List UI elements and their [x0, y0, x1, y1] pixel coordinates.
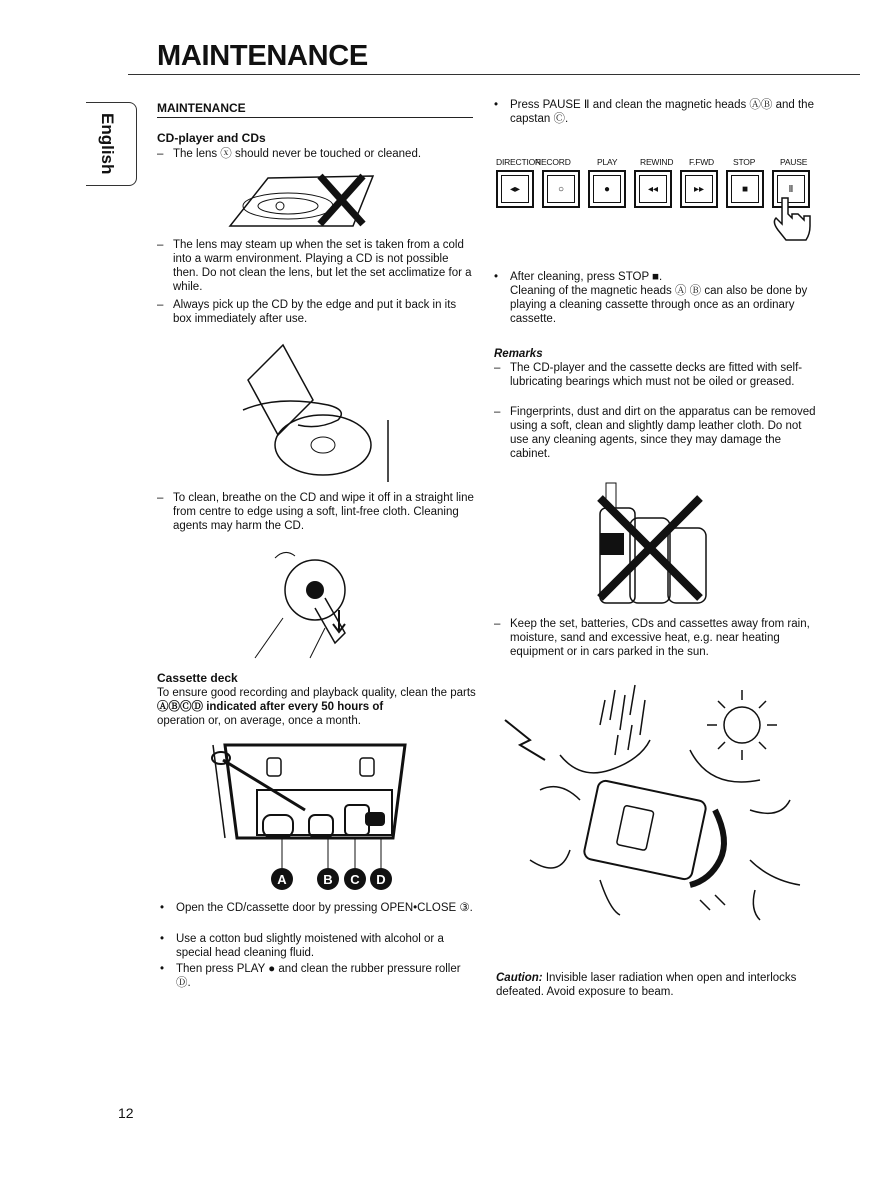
- step-text: After cleaning, press STOP ■.: [510, 271, 663, 283]
- step-text: Press PAUSE Ⅱ and clean the magnetic heads ⒶⒷ and the capstan Ⓒ.: [510, 99, 814, 125]
- pointing-hand-icon: [772, 196, 814, 244]
- language-tab-label-wrap: [93, 105, 123, 181]
- cassette-heading: Cassette deck: [157, 671, 238, 685]
- cassette-deck-illustration: [205, 740, 425, 902]
- bullet-marker: •: [160, 933, 165, 945]
- dash-marker: –: [494, 362, 501, 374]
- cd-item-text: To clean, breathe on the CD and wipe it off in a straight line from centre to edge using a soft, lint-free cloth. Cleaning agents may harm the CD.: [173, 492, 474, 532]
- caution-text: Invisible laser radiation when open and interlocks defeated. Avoid exposure to beam.: [496, 972, 797, 998]
- deck-button-row: [496, 170, 816, 212]
- keep-away-text: Keep the set, batteries, CDs and cassettes away from rain, moisture, sand and excessive heat, e.g. near heating equipment or in cars parked in the sun.: [510, 618, 810, 658]
- direction-icon: ◂▸: [509, 183, 521, 195]
- caution-label: Caution:: [496, 972, 543, 984]
- no-cleaning-agents-illustration: [590, 478, 710, 608]
- rewind-icon: ◂◂: [647, 183, 659, 195]
- cassette-intro-c: operation or, on average, once a month.: [157, 715, 361, 727]
- stop-button[interactable]: [726, 170, 764, 208]
- ffwd-icon: ▸▸: [693, 183, 705, 195]
- cd-item-text: The lens may steam up when the set is taken from a cold into a warm environment. Playing a CD is not possible then. Do not clean the lens, but let the set acclimatize for a while.: [173, 239, 472, 293]
- dash-marker: –: [157, 148, 164, 160]
- ffwd-button[interactable]: [680, 170, 718, 208]
- bullet-marker: •: [494, 271, 499, 283]
- step-text: Open the CD/cassette door by pressing OPEN•CLOSE ③.: [176, 902, 473, 914]
- deck-marker-d-label: D: [376, 872, 386, 887]
- deck-marker-b: [317, 868, 339, 890]
- remark-text: Fingerprints, dust and dirt on the apparatus can be removed using a soft, clean and slightly damp leather cloth. Do not use any cleaning agents, since they may damage the cabinet.: [510, 406, 816, 460]
- cassette-intro: [157, 686, 477, 728]
- dash-marker: –: [157, 492, 164, 504]
- dash-marker: –: [157, 239, 164, 251]
- stop-icon: ■: [741, 183, 749, 195]
- dash-marker: –: [157, 299, 164, 311]
- deck-label-stop: STOP: [733, 157, 756, 167]
- deck-label-direction: DIRECTION: [496, 157, 541, 167]
- deck-label-record: RECORD: [535, 157, 571, 167]
- deck-marker-a: [271, 868, 293, 890]
- wipe-cd-illustration: [255, 548, 365, 663]
- deck-marker-b-label: B: [323, 872, 333, 887]
- deck-marker-d: [370, 868, 392, 890]
- remark-text: The CD-player and the cassette decks are fitted with self-lubricating bearings which must not be oiled or greased.: [510, 362, 803, 388]
- deck-label-play: PLAY: [597, 157, 618, 167]
- language-tab-label: English: [98, 113, 117, 175]
- remarks-heading: Remarks: [494, 348, 543, 360]
- step-text: Then press PLAY ● and clean the rubber pressure roller Ⓓ.: [176, 963, 461, 989]
- deck-label-rewind: REWIND: [640, 157, 674, 167]
- section-heading: MAINTENANCE: [157, 101, 246, 115]
- caution-note: [496, 971, 818, 999]
- page-number: 12: [118, 1105, 134, 1121]
- section-rule: [157, 117, 473, 118]
- cd-heading: CD-player and CDs: [157, 131, 266, 145]
- rewind-button[interactable]: [634, 170, 672, 208]
- play-button[interactable]: [588, 170, 626, 208]
- dash-marker: –: [494, 406, 501, 418]
- bullet-marker: •: [160, 902, 165, 914]
- weather-hazards-illustration: [500, 680, 810, 925]
- cd-item-text: The lens ⓧ should never be touched or cleaned.: [173, 148, 422, 160]
- record-button[interactable]: [542, 170, 580, 208]
- hand-cd-illustration: [238, 340, 393, 485]
- dash-marker: –: [494, 618, 501, 630]
- cassette-intro-bold: ⒶⒷⒸⒹ indicated after every 50 hours of: [157, 701, 384, 713]
- direction-button[interactable]: [496, 170, 534, 208]
- step-text: Use a cotton bud slightly moistened with alcohol or a special head cleaning fluid.: [176, 933, 444, 959]
- cd-lens-illustration: [228, 166, 378, 230]
- pause-icon: Ⅱ: [788, 183, 794, 195]
- header-rule: [128, 74, 860, 75]
- deck-label-ffwd: F.FWD: [689, 157, 714, 167]
- bullet-marker: •: [494, 99, 499, 111]
- after-cleaning-note: Cleaning of the magnetic heads Ⓐ Ⓑ can also be done by playing a cleaning cassette through once as an ordinary cassette.: [510, 285, 808, 325]
- deck-marker-c: [344, 868, 366, 890]
- bullet-marker: •: [160, 963, 165, 975]
- cd-item-text: Always pick up the CD by the edge and put it back in its box immediately after use.: [173, 299, 457, 325]
- deck-marker-c-label: C: [350, 872, 360, 887]
- cassette-intro-a: To ensure good recording and playback quality, clean the parts: [157, 687, 476, 699]
- play-icon: ●: [603, 183, 611, 195]
- record-icon: ○: [557, 183, 565, 195]
- page-title: MAINTENANCE: [157, 40, 368, 72]
- deck-marker-a-label: A: [277, 872, 287, 887]
- deck-label-pause: PAUSE: [780, 157, 808, 167]
